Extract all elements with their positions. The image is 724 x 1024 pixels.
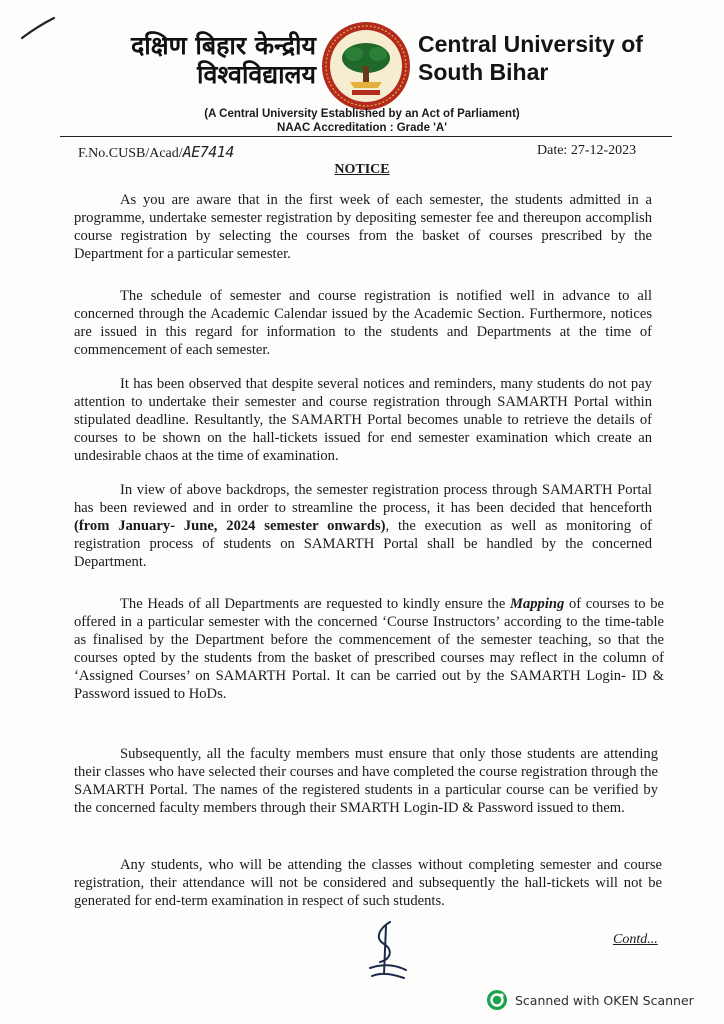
notice-date: Date: 27-12-2023	[537, 143, 637, 158]
university-logo	[320, 20, 412, 112]
file-number-prefix: F.No.CUSB/Acad/	[78, 146, 183, 161]
notice-title	[0, 162, 724, 178]
scanner-text: Scanned with OKEN Scanner	[515, 992, 694, 1008]
paragraph-2: The schedule of semester and course registration is notified well in advance to all concerned through the Academic Calendar issued by the Academic Section. Furthermore, notices are issued in this regard for information to the students and Departments at the time of commencement of each semester.	[74, 288, 652, 358]
paragraph-7: Any students, who will be attending the classes without completing semester and course registration, their attendance will not be considered and subsequently the hall-tickets will not be generated for end-term examination in respect of such students.	[74, 857, 662, 909]
university-name-english	[418, 30, 643, 86]
university-name-hindi-line1: दक्षिण बिहार केन्द्रीय	[130, 31, 316, 60]
signature	[360, 918, 412, 980]
paragraph-4-bold: (from January- June, 2024 semester onwards)	[74, 518, 386, 534]
letterhead-subtitle	[0, 107, 724, 135]
paragraph-5-text-after: of courses to be offered in a particular semester with the concerned ‘Course Instructors’ according to the time-table as finalised by the Department before the commencement of the semester teaching, so that the courses opted by the students from the basket of prescribed courses may reflect in the column of ‘Assigned Courses’ on SAMARTH Portal. It can be carried out by the SAMARTH Login- ID & Password issued to HoDs.	[74, 596, 664, 702]
scanner-icon	[486, 989, 508, 1011]
file-number	[78, 143, 234, 162]
paragraph-4-text-before: In view of above backdrops, the semester registration process through SAMARTH Portal has been reviewed and in order to streamline the process, it has been decided that henceforth	[74, 482, 652, 516]
paragraph-5-text-before: The Heads of all Departments are requested to kindly ensure the	[120, 596, 510, 612]
paragraph-1: As you are aware that in the first week of each semester, the students admitted in a programme, undertake semester registration by depositing semester fee and thereupon accomplish course registration by selecting the courses from the basket of courses prescribed by the Department for a particular semester.	[74, 192, 652, 262]
continued-label: Contd...	[613, 932, 658, 947]
paragraph-6: Subsequently, all the faculty members must ensure that only those students are attending their classes who have selected their courses and have completed the course registration through the SAMARTH Portal. The names of the registered students in a particular course can be verified by the concerned faculty members through their SMARTH Login-ID & Password issued to them.	[74, 746, 658, 816]
university-name-hindi	[84, 31, 316, 89]
file-number-handwritten: AE7414	[182, 143, 234, 161]
university-name-english-line1: Central University of	[418, 31, 643, 57]
scanner-watermark	[486, 989, 694, 1011]
university-name-english-line2: South Bihar	[418, 59, 549, 85]
letterhead-divider	[60, 136, 672, 137]
paragraph-4	[74, 481, 652, 571]
university-name-hindi-line2: विश्वविद्यालय	[197, 60, 316, 89]
establishment-line: (A Central University Established by an Act of Parliament)	[204, 108, 520, 120]
paragraph-3: It has been observed that despite several notices and reminders, many students do not pay attention to undertake their semester and course registration through SAMARTH Portal within stipulated deadline. Resultantly, the SAMARTH Portal becomes unable to retrieve the details of courses to be shown on the hall-tickets issued for end semester examination which create an undesirable chaos at the time of examination.	[74, 376, 652, 464]
pen-mark	[18, 14, 58, 44]
paragraph-5-bold-italic: Mapping	[509, 596, 565, 612]
notice-title-text: NOTICE	[334, 162, 390, 177]
accreditation-line: NAAC Accreditation : Grade 'A'	[277, 122, 447, 134]
paragraph-4-text-after: , the execution as well as monitoring of registration process of students on SAMARTH Portal shall be handled by the concerned Department.	[74, 518, 652, 570]
paragraph-5	[74, 595, 664, 703]
